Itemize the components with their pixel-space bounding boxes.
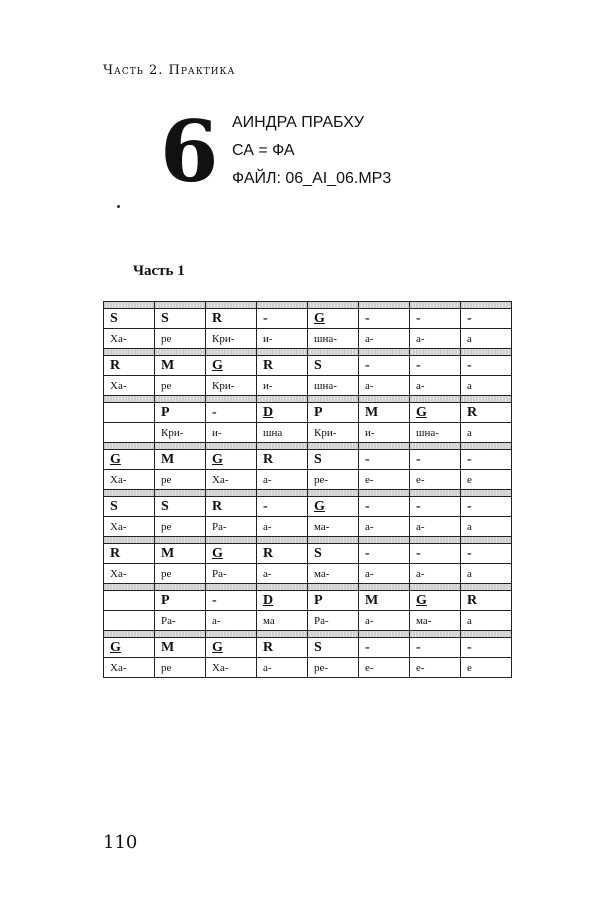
note-cell: - — [359, 497, 410, 517]
syllable-cell: Ха- — [104, 658, 155, 678]
separator-cell — [104, 302, 155, 309]
syllable-cell: шна- — [308, 329, 359, 349]
syllable-cell: а — [461, 423, 512, 443]
separator-cell — [308, 490, 359, 497]
syllable-cell: ре — [155, 470, 206, 490]
separator-cell — [104, 537, 155, 544]
note-cell: - — [410, 638, 461, 658]
separator-cell — [206, 631, 257, 638]
note-cell: G — [308, 497, 359, 517]
separator-cell — [308, 349, 359, 356]
note-cell: - — [359, 356, 410, 376]
syllable-cell: а — [461, 376, 512, 396]
note-cell: S — [104, 497, 155, 517]
separator-cell — [410, 349, 461, 356]
note-cell: - — [410, 309, 461, 329]
separator-cell — [155, 349, 206, 356]
separator-cell — [206, 349, 257, 356]
separator-cell — [359, 396, 410, 403]
syllables-row — [104, 376, 512, 396]
separator-cell — [461, 631, 512, 638]
note-cell: R — [461, 403, 512, 423]
syllable-cell: ре- — [308, 470, 359, 490]
syllable-cell — [104, 611, 155, 631]
syllable-cell: Кри- — [155, 423, 206, 443]
note-cell: S — [104, 309, 155, 329]
separator-cell — [410, 302, 461, 309]
syllable-cell: а- — [359, 376, 410, 396]
separator-cell — [359, 537, 410, 544]
syllables-row — [104, 470, 512, 490]
separator-cell — [308, 584, 359, 591]
syllables-row — [104, 564, 512, 584]
row-separator — [104, 584, 512, 591]
separator-cell — [410, 443, 461, 450]
syllable-cell: ма- — [308, 564, 359, 584]
row-separator — [104, 396, 512, 403]
note-cell: P — [155, 403, 206, 423]
separator-cell — [308, 302, 359, 309]
row-separator — [104, 349, 512, 356]
notes-row — [104, 544, 512, 564]
note-cell: - — [461, 356, 512, 376]
note-cell: P — [155, 591, 206, 611]
song-tonic: СА = ФА — [232, 142, 295, 159]
note-cell: S — [308, 450, 359, 470]
row-separator — [104, 631, 512, 638]
note-cell: R — [461, 591, 512, 611]
separator-cell — [359, 584, 410, 591]
note-cell: - — [461, 638, 512, 658]
separator-cell — [155, 302, 206, 309]
syllable-cell: а- — [257, 564, 308, 584]
separator-cell — [257, 302, 308, 309]
syllable-cell: Ха- — [104, 564, 155, 584]
note-cell: G — [308, 309, 359, 329]
syllable-cell: Ха- — [206, 658, 257, 678]
syllable-cell: шна- — [410, 423, 461, 443]
syllable-cell: а- — [257, 517, 308, 537]
syllable-cell: е- — [359, 658, 410, 678]
syllable-cell: а- — [359, 564, 410, 584]
separator-cell — [155, 537, 206, 544]
syllable-cell: ре- — [308, 658, 359, 678]
separator-cell — [410, 584, 461, 591]
note-cell: - — [410, 544, 461, 564]
note-cell: G — [206, 638, 257, 658]
note-cell: - — [461, 497, 512, 517]
separator-cell — [206, 490, 257, 497]
note-cell: - — [359, 544, 410, 564]
syllable-cell: Ха- — [104, 517, 155, 537]
note-cell — [104, 403, 155, 423]
syllable-cell: а — [461, 611, 512, 631]
note-cell: S — [155, 497, 206, 517]
separator-cell — [308, 396, 359, 403]
syllable-cell: а- — [206, 611, 257, 631]
separator-cell — [257, 349, 308, 356]
separator-cell — [104, 396, 155, 403]
separator-cell — [308, 631, 359, 638]
separator-cell — [461, 537, 512, 544]
syllable-cell: и- — [257, 329, 308, 349]
syllable-cell: Кри- — [308, 423, 359, 443]
note-cell: - — [461, 450, 512, 470]
separator-cell — [155, 443, 206, 450]
syllable-cell: и- — [359, 423, 410, 443]
separator-cell — [104, 490, 155, 497]
part-label: Часть 1 — [133, 263, 185, 279]
syllable-cell: шна- — [308, 376, 359, 396]
note-cell: - — [257, 309, 308, 329]
separator-cell — [359, 443, 410, 450]
row-separator — [104, 443, 512, 450]
syllable-cell: е — [461, 470, 512, 490]
notes-row — [104, 309, 512, 329]
syllable-cell: е- — [410, 658, 461, 678]
note-cell: G — [104, 638, 155, 658]
note-cell: R — [257, 450, 308, 470]
note-cell: R — [206, 497, 257, 517]
syllable-cell: а — [461, 564, 512, 584]
separator-cell — [461, 443, 512, 450]
syllable-cell: Ра- — [206, 517, 257, 537]
syllable-cell: а- — [410, 376, 461, 396]
separator-cell — [410, 396, 461, 403]
note-cell: P — [308, 403, 359, 423]
syllable-cell: а- — [359, 611, 410, 631]
separator-cell — [206, 537, 257, 544]
syllables-row — [104, 658, 512, 678]
syllable-cell: ре — [155, 564, 206, 584]
syllable-cell: шна — [257, 423, 308, 443]
note-cell: R — [206, 309, 257, 329]
note-cell: - — [410, 497, 461, 517]
song-title: АИНДРА ПРАБХУ — [232, 114, 365, 131]
syllable-cell: а- — [257, 658, 308, 678]
syllable-cell — [104, 423, 155, 443]
separator-cell — [410, 537, 461, 544]
note-cell: M — [359, 591, 410, 611]
separator-cell — [308, 537, 359, 544]
syllable-cell: а- — [359, 329, 410, 349]
syllable-cell: ре — [155, 658, 206, 678]
note-cell: S — [308, 638, 359, 658]
note-cell: P — [308, 591, 359, 611]
syllable-cell: Кри- — [206, 376, 257, 396]
note-cell: M — [155, 450, 206, 470]
note-cell: - — [461, 544, 512, 564]
note-cell: M — [359, 403, 410, 423]
syllable-cell: Ха- — [206, 470, 257, 490]
page-number: 110 — [103, 832, 138, 853]
separator-cell — [359, 631, 410, 638]
separator-cell — [155, 584, 206, 591]
syllable-cell: Ха- — [104, 329, 155, 349]
syllables-row — [104, 423, 512, 443]
separator-cell — [206, 302, 257, 309]
note-cell: - — [410, 450, 461, 470]
notes-row — [104, 497, 512, 517]
syllable-cell: и- — [257, 376, 308, 396]
note-cell: R — [257, 356, 308, 376]
separator-cell — [257, 584, 308, 591]
note-cell: R — [257, 544, 308, 564]
note-cell: M — [155, 638, 206, 658]
syllable-cell: Ра- — [155, 611, 206, 631]
note-cell: G — [104, 450, 155, 470]
syllable-cell: Кри- — [206, 329, 257, 349]
running-head: Часть 2. Практика — [103, 63, 236, 78]
separator-cell — [257, 537, 308, 544]
separator-cell — [461, 584, 512, 591]
separator-cell — [461, 349, 512, 356]
separator-cell — [206, 396, 257, 403]
notes-row — [104, 356, 512, 376]
syllables-row — [104, 611, 512, 631]
note-cell: - — [206, 403, 257, 423]
syllable-cell: ма- — [410, 611, 461, 631]
note-cell: D — [257, 403, 308, 423]
separator-cell — [359, 349, 410, 356]
syllable-cell: а- — [410, 329, 461, 349]
note-cell: - — [257, 497, 308, 517]
syllables-row — [104, 517, 512, 537]
syllables-row — [104, 329, 512, 349]
syllable-cell: ма- — [308, 517, 359, 537]
syllable-cell: ре — [155, 517, 206, 537]
syllable-cell: е- — [410, 470, 461, 490]
syllable-cell: и- — [206, 423, 257, 443]
note-cell: S — [155, 309, 206, 329]
separator-cell — [359, 302, 410, 309]
note-cell: M — [155, 544, 206, 564]
note-cell: S — [308, 356, 359, 376]
note-cell: G — [206, 356, 257, 376]
note-cell: G — [410, 591, 461, 611]
syllable-cell: а- — [410, 564, 461, 584]
song-file: ФАЙЛ: 06_AI_06.MP3 — [232, 170, 392, 187]
row-separator — [104, 490, 512, 497]
syllable-cell: Ха- — [104, 376, 155, 396]
note-cell: G — [206, 450, 257, 470]
note-cell: D — [257, 591, 308, 611]
syllable-cell: е — [461, 658, 512, 678]
separator-cell — [206, 584, 257, 591]
notes-row — [104, 403, 512, 423]
syllable-cell: ре — [155, 329, 206, 349]
separator-cell — [104, 443, 155, 450]
note-cell: - — [461, 309, 512, 329]
note-cell: - — [410, 356, 461, 376]
separator-cell — [308, 443, 359, 450]
separator-cell — [104, 349, 155, 356]
note-cell: G — [206, 544, 257, 564]
note-cell: - — [359, 450, 410, 470]
separator-cell — [206, 443, 257, 450]
note-cell: M — [155, 356, 206, 376]
song-number: 6 — [160, 102, 219, 201]
syllable-cell: а- — [410, 517, 461, 537]
note-cell: S — [308, 544, 359, 564]
separator-cell — [461, 302, 512, 309]
note-cell: R — [104, 356, 155, 376]
notation-table — [103, 301, 512, 678]
syllable-cell: а — [461, 329, 512, 349]
row-separator — [104, 537, 512, 544]
syllable-cell: а- — [359, 517, 410, 537]
print-speck — [117, 205, 120, 208]
syllable-cell: а — [461, 517, 512, 537]
separator-cell — [155, 396, 206, 403]
note-cell: - — [359, 309, 410, 329]
separator-cell — [461, 396, 512, 403]
separator-cell — [410, 490, 461, 497]
separator-cell — [257, 490, 308, 497]
notes-row — [104, 450, 512, 470]
row-separator — [104, 302, 512, 309]
separator-cell — [461, 490, 512, 497]
separator-cell — [410, 631, 461, 638]
note-cell: - — [206, 591, 257, 611]
syllable-cell: Ра- — [308, 611, 359, 631]
note-cell: R — [104, 544, 155, 564]
separator-cell — [359, 490, 410, 497]
separator-cell — [257, 443, 308, 450]
syllable-cell: а- — [257, 470, 308, 490]
separator-cell — [257, 396, 308, 403]
separator-cell — [104, 584, 155, 591]
notes-row — [104, 638, 512, 658]
separator-cell — [104, 631, 155, 638]
note-cell: R — [257, 638, 308, 658]
note-cell — [104, 591, 155, 611]
separator-cell — [257, 631, 308, 638]
syllable-cell: е- — [359, 470, 410, 490]
note-cell: G — [410, 403, 461, 423]
note-cell: - — [359, 638, 410, 658]
syllable-cell: Ра- — [206, 564, 257, 584]
separator-cell — [155, 631, 206, 638]
syllable-cell: Ха- — [104, 470, 155, 490]
syllable-cell: ма — [257, 611, 308, 631]
syllable-cell: ре — [155, 376, 206, 396]
separator-cell — [155, 490, 206, 497]
notes-row — [104, 591, 512, 611]
